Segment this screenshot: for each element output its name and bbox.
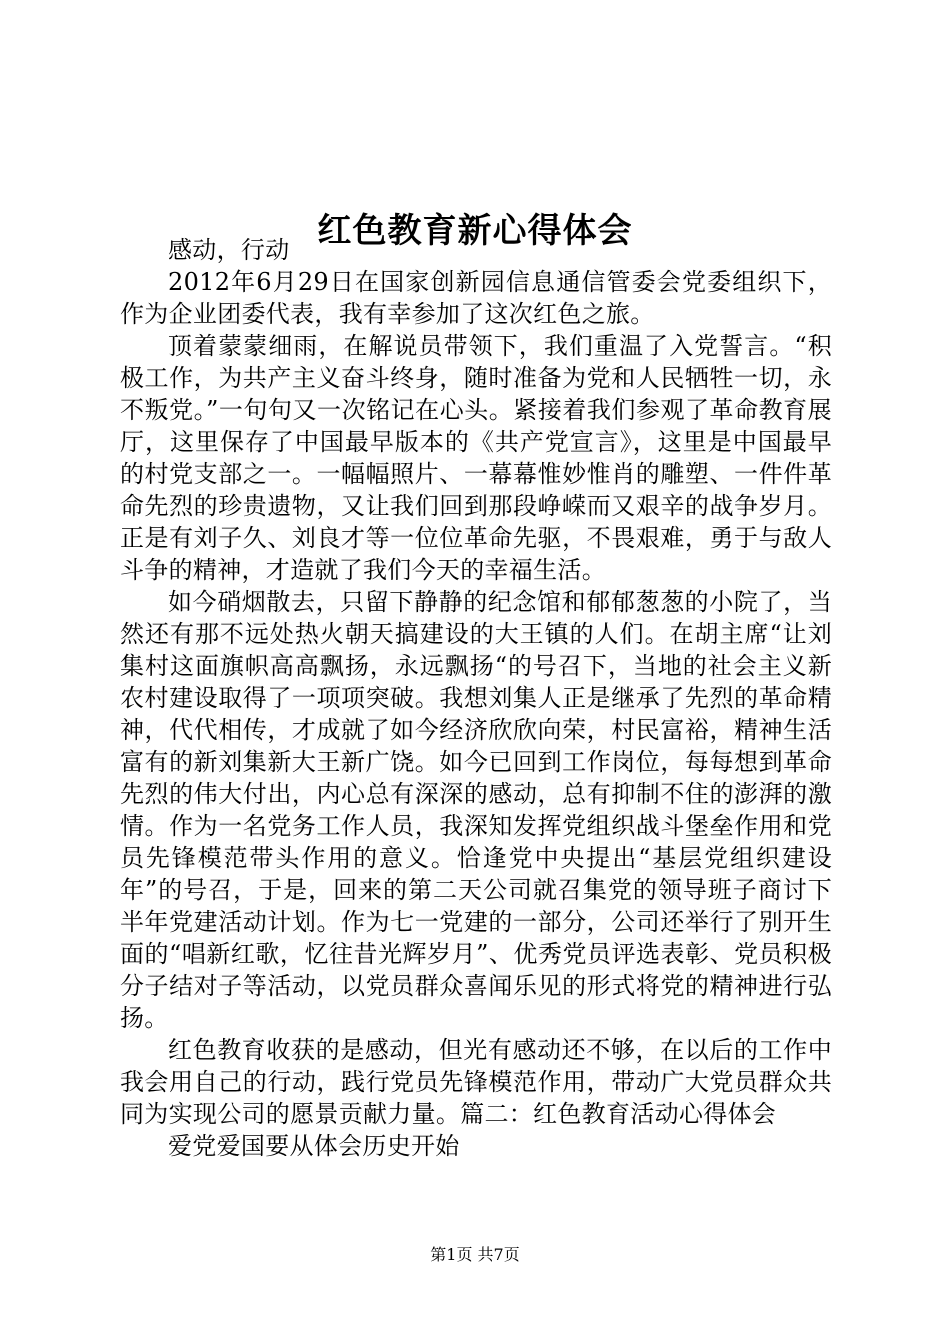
document-body (120, 234, 832, 1162)
paragraph-oath: 顶着蒙蒙细雨，在解说员带领下，我们重温了入党誓言。“积极工作，为共产主义奋斗终身，随时准备为党和人民牺牲一切，永不叛党。”一句句又一次铭记在心头。紧接着我们参观了革命教育展厅，这里保存了中国最早版本的《共产党宣言》，这里是中国最早的村党支部之一。一幅幅照片、一幕幕惟妙惟肖的雕塑、一件件革命先烈的珍贵遗物，又让我们回到那段峥嵘而又艰辛的战争岁月。正是有刘子久、刘良才等一位位革命先驱，不畏艰难，勇于与敌人斗争的精神，才造就了我们今天的幸福生活。 (120, 332, 832, 584)
paragraph-reflection: 如今硝烟散去，只留下静静的纪念馆和郁郁葱葱的小院了，当然还有那不远处热火朝天搞建设的大王镇的人们。在胡主席“让刘集村这面旗帜高高飘扬，永远飘扬“的号召下，当地的社会主义新农村建设取得了一项项突破。我想刘集人正是继承了先烈的革命精神，代代相传，才成就了如今经济欣欣向荣，村民富裕，精神生活富有的新刘集新大王新广饶。如今已回到工作岗位，每每想到革命先烈的伟大付出，内心总有深深的感动，总有抑制不住的澎湃的激情。作为一名党务工作人员，我深知发挥党组织战斗堡垒作用和党员先锋模范带头作用的意义。恰逢党中央提出“基层党组织建设年”的号召，于是，回来的第二天公司就召集党的领导班子商讨下半年党建活动计划。作为七一党建的一部分，公司还举行了别开生面的“唱新红歌，忆往昔光辉岁月”、优秀党员评选表彰、党员积极分子结对子等活动，以党员群众喜闻乐见的形式将党的精神进行弘扬。 (120, 588, 832, 1032)
paragraph-next-section: 爱党爱国要从体会历史开始 (168, 1132, 460, 1160)
document-title: 红色教育新心得体会 (317, 210, 633, 251)
paragraph-intro: 2012年6月29日在国家创新园信息通信管委会党委组织下，作为企业团委代表，我有幸参加了这次红色之旅。 (120, 268, 832, 328)
paragraph-subtitle: 感动，行动 (168, 236, 290, 264)
page-number-footer: 第1页 共7页 (430, 1245, 520, 1264)
paragraph-conclusion: 红色教育收获的是感动，但光有感动还不够，在以后的工作中我会用自己的行动，践行党员先锋模范作用，带动广大党员群众共同为实现公司的愿景贡献力量。篇二：红色教育活动心得体会 (120, 1036, 832, 1128)
